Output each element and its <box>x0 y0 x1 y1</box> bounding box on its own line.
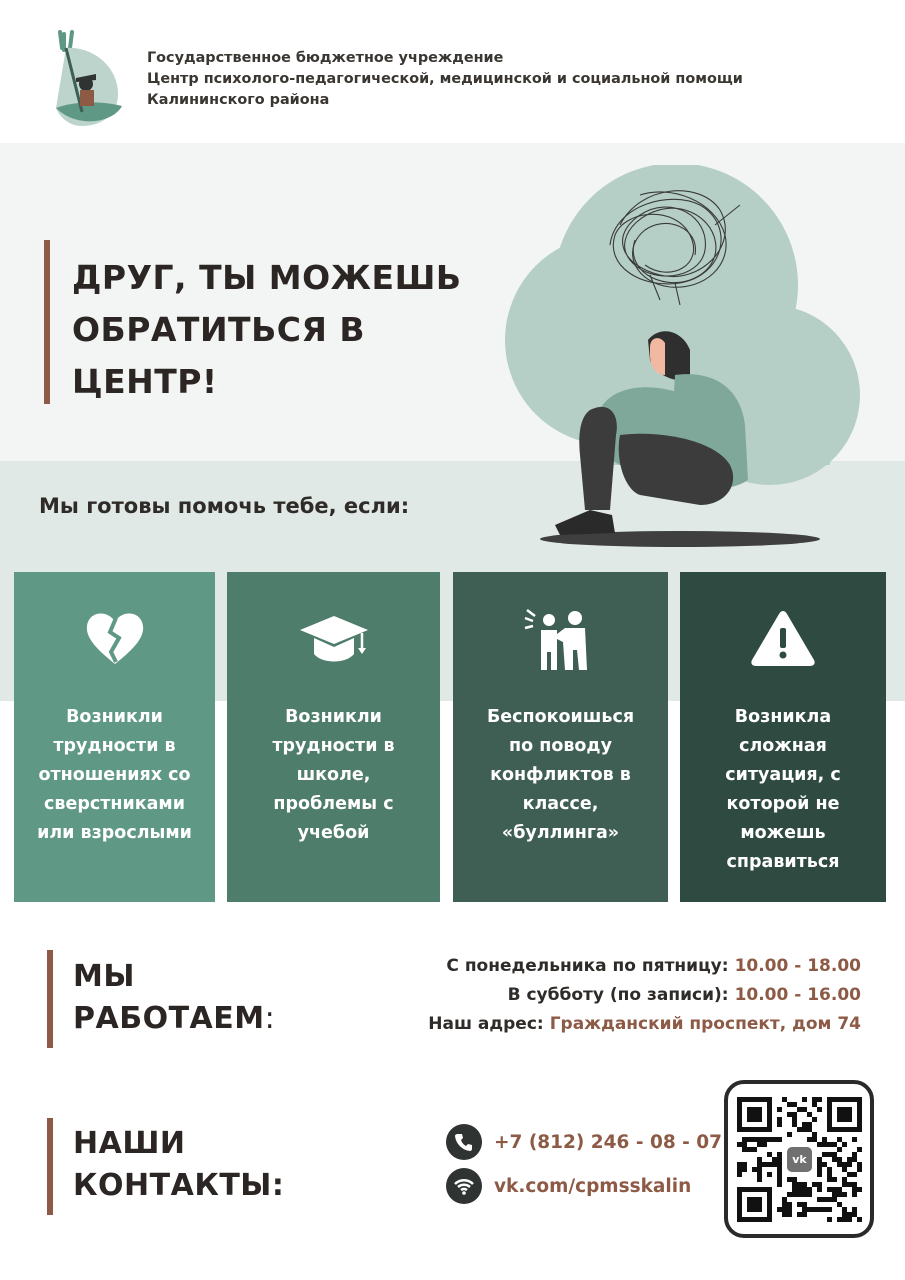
card-line: Возникли <box>66 707 163 727</box>
org-line-3: Калининского района <box>147 92 330 108</box>
card-line: трудности в <box>272 736 395 756</box>
sad-person-illustration <box>500 165 870 555</box>
schedule-title-line-1: МЫ <box>73 959 135 994</box>
address-label: Наш адрес: <box>428 1014 544 1034</box>
saturday-hours: 10.00 - 16.00 <box>734 985 861 1005</box>
card-line: проблемы с <box>273 794 394 814</box>
organization-logo <box>52 26 126 130</box>
card-line: школе, <box>296 765 371 785</box>
address-value: Гражданский проспект, дом 74 <box>549 1014 861 1034</box>
card-line: сложная <box>739 736 827 756</box>
phone-contact[interactable] <box>446 1124 722 1160</box>
phone-icon <box>446 1124 482 1160</box>
warning-icon <box>680 608 886 670</box>
schedule-title-colon: : <box>264 1001 276 1036</box>
schedule-title-line-2: РАБОТАЕМ <box>73 1001 265 1036</box>
qr-code-pattern <box>728 1084 870 1234</box>
card-line: «буллинга» <box>501 823 620 843</box>
qr-code[interactable] <box>724 1080 874 1238</box>
card-difficult-situation <box>680 572 886 902</box>
headline-accent-bar <box>44 240 50 404</box>
conflict-icon <box>453 608 668 670</box>
contacts-accent-bar <box>47 1118 53 1215</box>
card-line: Возникли <box>285 707 382 727</box>
card-line: по поводу <box>509 736 612 756</box>
weekdays-hours: 10.00 - 18.00 <box>734 956 861 976</box>
card-line: отношениях со <box>38 765 191 785</box>
card-line: Возникла <box>734 707 832 727</box>
card-bullying <box>453 572 668 902</box>
card-line: или взрослыми <box>37 823 192 843</box>
card-line: трудности в <box>53 736 176 756</box>
org-line-2: Центр психолого-педагогической, медицинской и социальной помощи <box>147 71 743 87</box>
card-line: учебой <box>297 823 370 843</box>
card-line: справиться <box>726 852 840 872</box>
saturday-label: В субботу (по записи): <box>507 985 729 1005</box>
graduation-cap-icon <box>227 608 440 670</box>
headline <box>72 252 462 408</box>
vk-link[interactable]: vk.com/cpmsskalin <box>494 1175 692 1197</box>
headline-line-3: ЦЕНТР! <box>72 362 218 401</box>
headline-line-1: ДРУГ, ТЫ МОЖЕШЬ <box>72 258 462 297</box>
contacts-title-line-2: КОНТАКТЫ: <box>73 1168 285 1203</box>
card-line: классе, <box>522 794 599 814</box>
card-school-problems <box>227 572 440 902</box>
card-line: которой не <box>726 794 840 814</box>
qr-vk-badge: vk <box>792 1153 807 1166</box>
card-line: конфликтов в <box>490 765 631 785</box>
contacts-title-line-1: НАШИ <box>73 1126 186 1161</box>
weekdays-label: С понедельника по пятницу: <box>446 956 729 976</box>
schedule-accent-bar <box>47 950 53 1048</box>
wifi-icon <box>446 1168 482 1204</box>
card-line: сверстниками <box>44 794 185 814</box>
vk-contact[interactable] <box>446 1168 691 1204</box>
headline-line-2: ОБРАТИТЬСЯ В <box>72 310 365 349</box>
org-line-1: Государственное бюджетное учреждение <box>147 50 504 66</box>
schedule-info <box>428 952 861 1039</box>
card-peer-relations <box>14 572 215 902</box>
help-subheading: Мы готовы помочь тебе, если: <box>39 494 410 518</box>
card-line: Беспокоишься <box>486 707 635 727</box>
broken-heart-icon <box>14 608 215 670</box>
card-line: можешь <box>740 823 826 843</box>
phone-number[interactable]: +7 (812) 246 - 08 - 07 <box>494 1131 723 1153</box>
organization-name <box>147 48 743 111</box>
contacts-title <box>73 1123 284 1207</box>
card-line: ситуация, с <box>725 765 841 785</box>
schedule-title <box>73 956 275 1040</box>
